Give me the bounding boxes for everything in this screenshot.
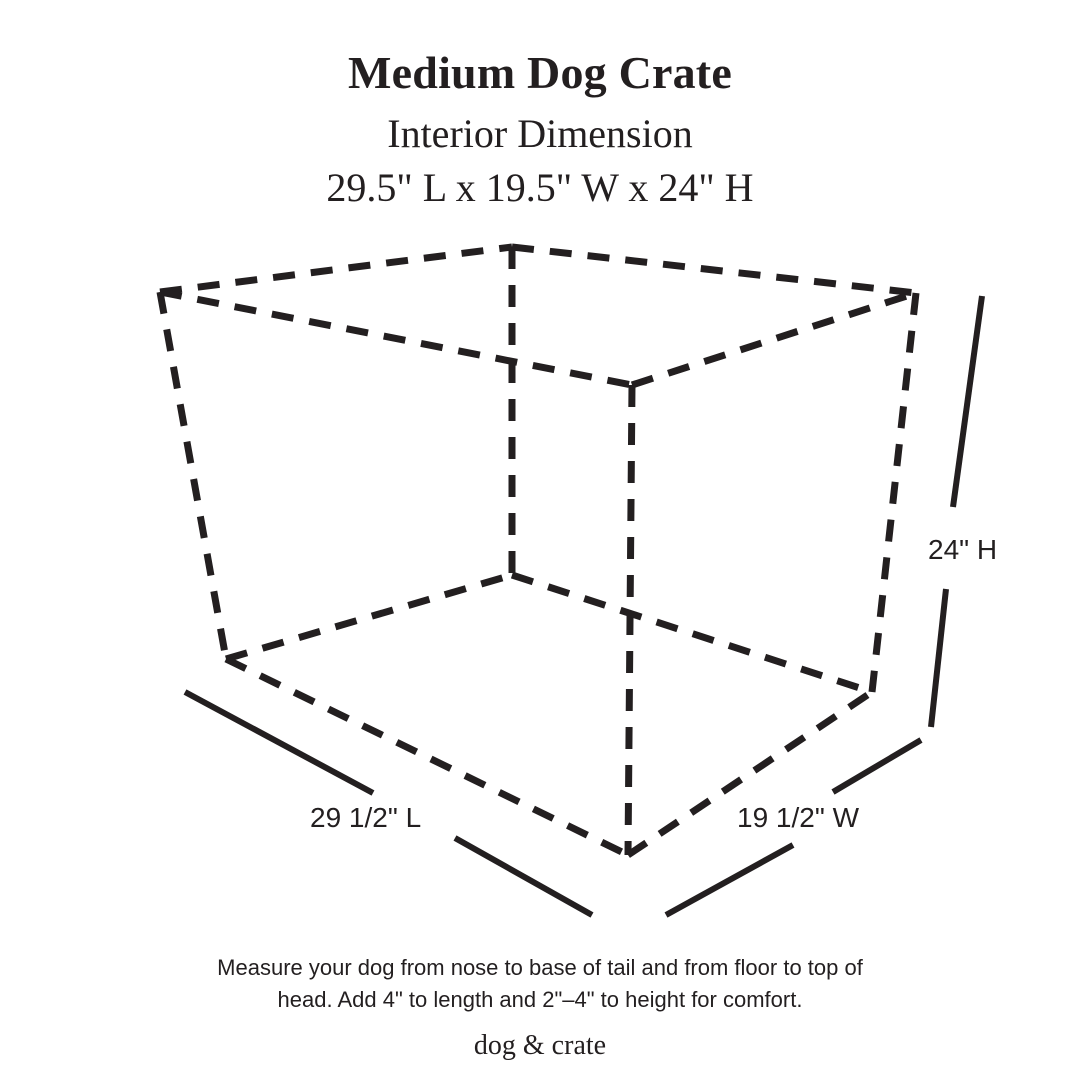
dimension-line-width-upper — [833, 740, 921, 792]
brand-name: dog & crate — [473, 1030, 607, 1061]
page-title: Medium Dog Crate — [348, 47, 732, 98]
dimension-line-height-lower — [931, 589, 946, 727]
edge-vertical-front — [628, 385, 632, 855]
dimension-line-length-lower — [455, 838, 592, 915]
dimension-line-height-upper — [953, 296, 982, 507]
label-width: 19 1/2" W — [737, 802, 859, 833]
edge-vertical-right — [872, 293, 916, 692]
edge-bottom-front-left — [226, 659, 628, 855]
dimension-line-width-lower — [666, 845, 793, 915]
edge-bottom-back-left — [226, 575, 512, 659]
dimensions-line: 29.5" L x 19.5" W x 24" H — [326, 165, 754, 210]
edge-top-back-right — [512, 247, 916, 293]
footer — [0, 952, 1080, 1066]
edge-vertical-left — [160, 292, 226, 659]
label-height: 24" H — [928, 534, 998, 565]
edge-bottom-back-right — [512, 575, 872, 692]
edge-top-front-left — [160, 292, 632, 385]
edge-top-front-right — [632, 293, 916, 385]
subtitle: Interior Dimension — [387, 111, 693, 156]
measure-note-line2: head. Add 4" to length and 2"–4" to height for comfort. — [277, 987, 803, 1012]
measure-note-line1: Measure your dog from nose to base of tail and from floor to top of — [217, 955, 863, 980]
dimension-line-length-upper — [185, 692, 373, 793]
label-length: 29 1/2" L — [310, 802, 422, 833]
edge-top-back-left — [160, 247, 512, 292]
